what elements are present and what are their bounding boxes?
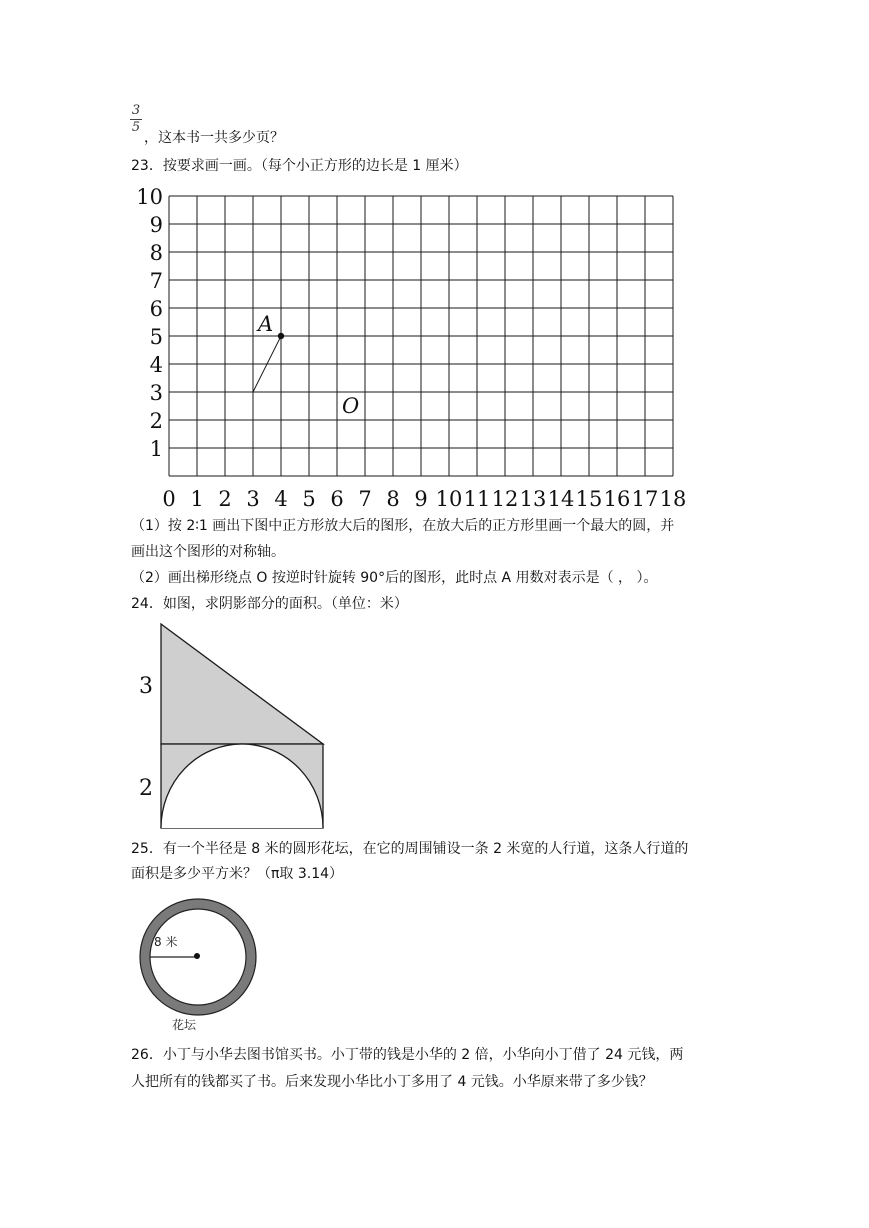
y-tick-label: 9 <box>149 213 163 237</box>
point-o-label: O <box>342 394 360 418</box>
y-tick-label: 6 <box>149 297 163 321</box>
x-tick-label: 11 <box>463 487 491 511</box>
x-tick-label: 1 <box>190 487 204 511</box>
radius-label: 8 米 <box>154 935 178 949</box>
y-tick-label: 4 <box>149 353 163 377</box>
q25-line1: 25．有一个半径是 8 米的圆形花坛，在它的周围铺设一条 2 米宽的人行道，这条人行道的 <box>131 841 689 857</box>
q23-part1-line1: （1）按 2∶1 画出下图中正方形放大后的图形，在放大后的正方形里画一个最大的圆，并 <box>131 518 675 534</box>
y-tick-label: 5 <box>149 325 163 349</box>
q25-line2: 面积是多少平方米？（π取 3.14） <box>131 866 344 882</box>
x-tick-label: 4 <box>274 487 288 511</box>
fraction-denominator: 5 <box>131 120 141 135</box>
x-tick-label: 2 <box>218 487 232 511</box>
dimension-label-bottom: 2 <box>139 776 153 801</box>
x-tick-label: 12 <box>491 487 519 511</box>
x-tick-label: 0 <box>162 487 176 511</box>
y-tick-label: 10 <box>136 185 163 209</box>
previous-question-tail: ，这本书一共多少页？ <box>144 130 284 146</box>
x-tick-label: 9 <box>414 487 428 511</box>
fraction-numerator: 3 <box>131 103 141 118</box>
point-a-label: A <box>258 312 274 336</box>
x-tick-label: 17 <box>631 487 659 511</box>
x-tick-label: 18 <box>659 487 687 511</box>
x-tick-label: 6 <box>330 487 344 511</box>
q26-line2: 人把所有的钱都买了书。后来发现小华比小丁多用了 4 元钱。小华原来带了多少钱？ <box>131 1074 653 1090</box>
q24-title: 24．如图，求阴影部分的面积。（单位：米） <box>131 596 408 612</box>
flowerbed-caption: 花坛 <box>172 1018 197 1032</box>
x-tick-label: 3 <box>246 487 260 511</box>
x-tick-label: 16 <box>603 487 631 511</box>
x-tick-label: 13 <box>519 487 547 511</box>
x-tick-label: 5 <box>302 487 316 511</box>
q23-title: 23．按要求画一画。（每个小正方形的边长是 1 厘米） <box>131 158 468 174</box>
x-tick-label: 15 <box>575 487 603 511</box>
y-tick-label: 2 <box>149 409 163 433</box>
x-tick-label: 8 <box>386 487 400 511</box>
x-tick-label: 10 <box>435 487 463 511</box>
dimension-label-top: 3 <box>139 674 153 699</box>
y-tick-label: 8 <box>149 241 163 265</box>
x-tick-label: 14 <box>547 487 575 511</box>
y-tick-label: 1 <box>149 437 163 461</box>
q23-part2: （2）画出梯形绕点 O 按逆时针旋转 90°后的图形，此时点 A 用数对表示是（ ， ）。 <box>131 570 658 586</box>
q26-line1: 26．小丁与小华去图书馆买书。小丁带的钱是小华的 2 倍，小华向小丁借了 24 元钱，两 <box>131 1047 684 1063</box>
x-tick-label: 7 <box>358 487 372 511</box>
y-tick-label: 3 <box>149 381 163 405</box>
y-tick-label: 7 <box>149 269 163 293</box>
q23-part1-line2: 画出这个图形的对称轴。 <box>131 544 285 560</box>
center-dot <box>194 953 200 959</box>
